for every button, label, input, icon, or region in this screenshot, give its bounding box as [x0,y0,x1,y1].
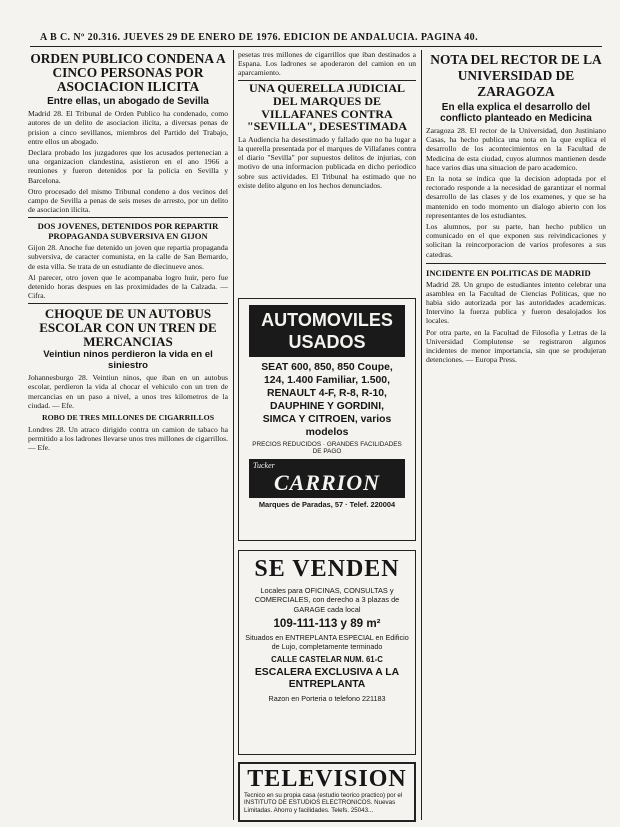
middle-column [238,50,416,825]
ad-se-venden-location: Situados en ENTREPLANTA ESPECIAL en Edificio de Lujo, completamente terminado [245,633,409,652]
column-rule-right [421,50,422,820]
subhead-conflicto-medicina: En ella explica el desarrollo del conflicto planteado en Medicina [440,102,592,124]
ad-se-venden-intro: Locales para OFICINAS, CONSULTAS y COMERCIALES, con derecho a 3 plazas de GARAGE cada local [254,586,400,614]
ad-model-line: DAUPHINE Y GORDINI, [270,401,384,412]
headline-incidente-politicas: INCIDENTE EN POLITICAS DE MADRID [426,267,591,278]
ad-automoviles-fine: PRECIOS REDUCIDOS · GRANDES FACILIDADES DE PAGO [252,441,402,455]
article-paragraph: En la nota se indica que la decision adoptada por el rectorado responde a la necesidad de garantizar el normal desarrollo de las clases y de los examenes, y que se ha mantenido en todo momento un dialogo abierto con los representantes de los estudiantes. [426,174,606,220]
ad-model-line: 124, 1.400 Familiar, 1.500, [264,375,390,386]
ad-se-venden-title: SE VENDEN [254,556,400,582]
article-paragraph: Por otra parte, en la Facultad de Filosofia y Letras de la Universidad Complutense se registraron algunos incidentes de menor importancia, sin que se produjeran detenciones. — Europa Press. [426,327,606,365]
ad-carrion-brand: CARRION [273,470,381,495]
left-column [28,50,228,825]
article-paragraph: Madrid 28. Un grupo de estudiantes intento celebrar una asamblea en la Facultad de Ciencias Politicas, que no habia sido autorizada por las autoridades academicas. Intervino la fuerza publica y fueron desalojados los locales. [426,279,606,326]
article-paragraph: Otro procesado del mismo Tribunal condeno a dos vecinos del campo de Sevilla a penas de seis meses de arresto, por un delito de asociacion ilicita. [28,186,228,215]
ad-se-venden [238,550,416,755]
headline-choque-autobus: CHOQUE DE UN AUTOBUS ESCOLAR CON UN TREN DE MERCANCIAS [39,306,217,349]
article-paragraph: Gijon 28. Anoche fue detenido un joven que repartia propaganda subversiva, de caracter comunista, en la calle de San Bernardo, de esta villa. Se trata de un estudiante de diecinueve anos. [28,243,228,271]
ad-carrion-logo [249,459,405,498]
article-paragraph: Madrid 28. El Tribunal de Orden Publico ha condenado, como autores de un delito de asociacion ilicita, a diversas penas de prision a cinco sevillanos, miembros del Partido del Trabajo, entre ellos un abogado. [28,109,228,146]
ad-se-venden-stairs: ESCALERA EXCLUSIVA A LA ENTREPLANTA [254,666,400,691]
article-paragraph: Londres 28. Un atraco dirigido contra un camion de tabaco ha permitido a los ladrones llevarse unos tres millones de cigarrillos. — Efe. [28,425,228,453]
article-paragraph: Johannesburgo 28. Veintiun ninos, que iban en un autobus escolar, perdieron la vida al chocar el vehiculo con un tren de mercancias en un paso a nivel, a unos tres kilometros de la ciudad. — Efe. [28,373,228,410]
headline-querella: UNA QUERELLA JUDICIAL DEL MARQUES DE VILLAFANES CONTRA "SEVILLA", DESESTIMADA [246,81,408,134]
ad-model-line: RENAULT 4-F, R-8, R-10, [267,388,387,399]
ad-carrion-small: Tucker [253,461,275,470]
ad-model-line: SEAT 600, 850, 850 Coupe, [261,362,393,373]
masthead: A B C. Nº 20.316. JUEVES 29 DE ENERO DE 1976. EDICION DE ANDALUCIA. PAGINA 40. [40,32,478,43]
column-divider [28,217,228,218]
ad-automoviles-title: AUTOMOVILES USADOS [249,305,405,357]
headline-orden-publico: ORDEN PUBLICO CONDENA A CINCO PERSONAS POR ASOCIACION ILICITA [30,51,226,95]
ad-carrion-address: Marques de Paradas, 57 · Telef. 220004 [258,500,396,509]
ad-model-line: modelos [305,427,349,438]
subhead-ninos: Veintiun ninos perdieron la vida en el siniestro [43,349,213,371]
ad-automoviles-models [239,361,415,439]
masthead-rule [30,46,602,47]
column-divider [238,80,416,81]
headline-robo-cigarrillos: ROBO DE TRES MILLONES DE CIGARRILLOS [41,413,215,423]
ad-automoviles [238,298,416,541]
article-paragraph: Declara probado los juzgadores que los acusados pertenecian a una organizacion clandestina, asistieron en el ano 1966 a reuniones y fueron detenidos por la policia en Sevilla y Barcelona. [28,148,228,185]
headline-nota-rector: NOTA DEL RECTOR DE LA UNIVERSIDAD DE ZARAGOZA [430,52,602,99]
right-column [426,50,606,825]
article-paragraph: Al parecer, otro joven que le acompanaba logro huir, pero fue detenido horas despues en las proximidades de la Calzada. — Cifra. [28,272,228,301]
ad-se-venden-numbers: 109-111-113 y 89 m² [273,617,381,631]
ad-television-title: TELEVISION [247,766,407,792]
column-divider [426,263,606,264]
article-continuation: pesetas tres millones de cigarrillos que iban destinados a Espana. Los ladrones se apoderaron del camion en un aparcamiento. [238,50,416,78]
ad-model-line: SIMCA Y CITROEN, varios [262,414,392,425]
article-paragraph: La Audiencia ha desestimado y fallado que no ha lugar a la querella presentada por el marques de Villafanes contra el diario "Sevilla" por supuestos delitos de injurias, con motivo de una informacion publicada en dicho periodico sobre sus actividades. El Tribunal ha estimado que no existe delito alguno en los hechos denunciados. [238,134,416,190]
column-divider [28,303,228,304]
ad-se-venden-street: CALLE CASTELAR NUM. 61-C [271,654,383,664]
column-rule-left [233,50,234,820]
article-paragraph: Los alumnos, por su parte, han hecho publico un comunicado en el que exponen sus reivindicaciones y solicitan la reincorporacion de varios profesores a sus catedras. [426,222,606,259]
headline-jovenes-detenidos: DOS JOVENES, DETENIDOS POR REPARTIR PROPAGANDA SUBVERSIVA EN GIJON [37,221,219,242]
ad-se-venden-contact: Razon en Porteria o telefono 221183 [268,694,386,704]
ad-television [238,762,416,822]
article-paragraph: Zaragoza 28. El rector de la Universidad, don Justiniano Casas, ha hecho publica una nota en la que explica el desarrollo de los acontecimientos en la Facultad de Medicina de esta ciudad, cuyos alumnos mantienen desde hace varios dias una situacion de paro academico. [426,126,606,172]
ad-television-text: Tecnico en su propia casa (estudio teorico practico) por el INSTITUTO DE ESTUDIOS ELECTRONICOS. Nuevas Limitadas. Ahorro y facilidades. Telefs. 25043... [244,792,403,814]
subhead-abogado-sevilla: Entre ellas, un abogado de Sevilla [47,96,209,108]
